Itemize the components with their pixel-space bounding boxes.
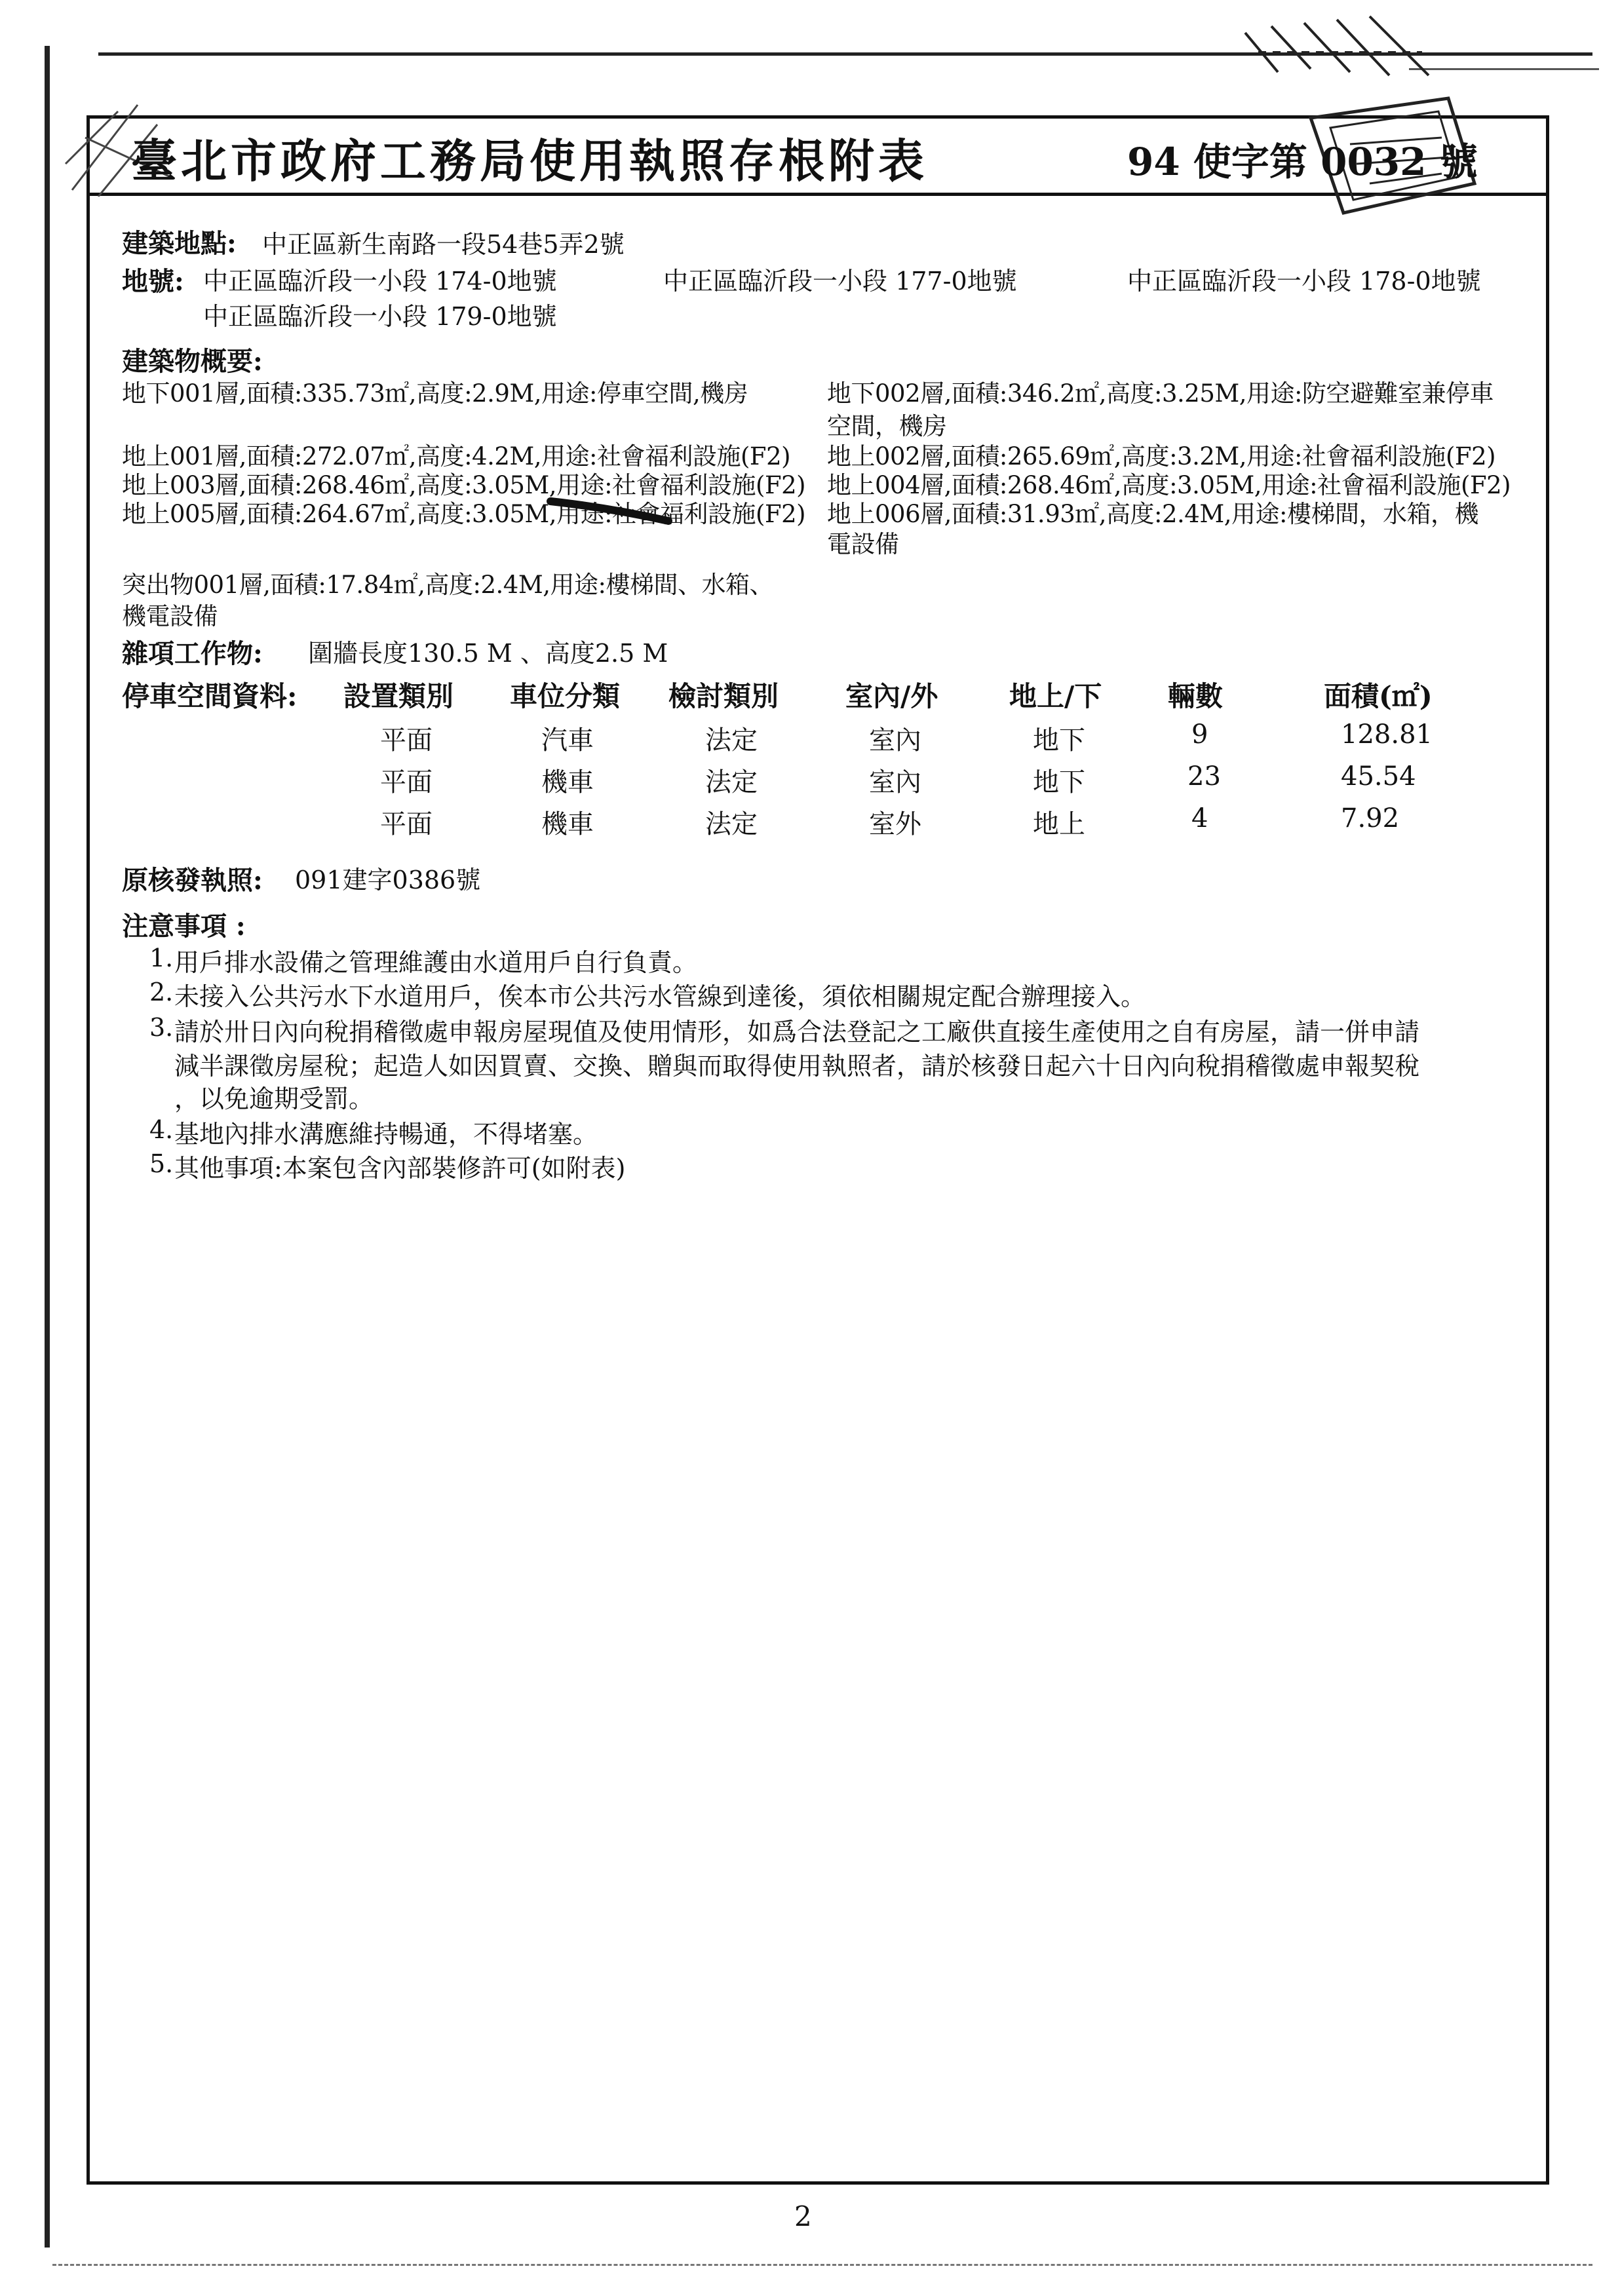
floor-entry: 地上005層,面積:264.67㎡,高度:3.05M,用途:社會福利設施(F2) <box>122 500 806 528</box>
floor-entry: 地下001層,面積:335.73㎡,高度:2.9M,用途:停車空間,機房 <box>122 379 748 408</box>
lot-item: 中正區臨沂段一小段 174-0地號 <box>203 267 557 296</box>
parking-cell: 室外 <box>869 809 921 839</box>
floor-entry: 地上002層,面積:265.69㎡,高度:3.2M,用途:社會福利設施(F2) <box>827 442 1496 470</box>
seal-stamp-top-icon <box>1239 13 1435 79</box>
note-text: 減半課徵房屋稅；起造人如因買賣、交換、贈與而取得使用執照者，請於核發日起六十日內向稅捐稽徵處申報契稅 <box>174 1052 1420 1081</box>
misc-works-value: 圍牆長度130.5 M 、高度2.5 M <box>308 639 668 668</box>
scan-edge-top-right <box>1409 68 1599 70</box>
note-text: 其他事項:本案包含內部裝修許可(如附表) <box>174 1154 626 1183</box>
parking-cell: 平面 <box>380 767 433 797</box>
note-number: 4. <box>149 1115 174 1144</box>
note-text: 未接入公共污水下水道用戶，俟本市公共污水管線到達後，須依相關規定配合辦理接入。 <box>174 982 1146 1011</box>
parking-cell: 法定 <box>705 809 758 839</box>
location-label: 建築地點: <box>122 228 237 259</box>
parking-cell: 機車 <box>541 767 594 797</box>
parking-header: 檢討類別 <box>668 680 779 712</box>
note-text: 請於卅日內向稅捐稽徵處申報房屋現值及使用情形，如爲合法登記之工廠供直接生產使用之自有房屋，請一併申請 <box>174 1018 1420 1046</box>
page-number: 2 <box>794 2200 812 2232</box>
floor-entry: 地上003層,面積:268.46㎡,高度:3.05M,用途:社會福利設施(F2) <box>122 471 806 499</box>
parking-header: 面積(㎡) <box>1324 680 1433 712</box>
floor-entry: 電設備 <box>827 530 899 558</box>
parking-cell: 法定 <box>705 767 758 797</box>
parking-header: 輛數 <box>1168 680 1224 712</box>
lot-item: 中正區臨沂段一小段 177-0地號 <box>663 267 1017 296</box>
parking-cell: 平面 <box>380 809 433 839</box>
original-permit-label: 原核發執照: <box>122 865 263 896</box>
note-number: 2. <box>149 978 174 1006</box>
note-number: 3. <box>149 1013 174 1042</box>
note-number: 1. <box>149 944 174 972</box>
floor-entry: 空間，機房 <box>827 412 947 440</box>
parking-label: 停車空間資料: <box>122 680 298 712</box>
parking-cell: 室內 <box>869 725 921 756</box>
parking-header: 設置類別 <box>343 680 454 712</box>
parking-cell: 23 <box>1187 761 1221 792</box>
parking-cell: 法定 <box>705 725 758 756</box>
floor-entry: 地上004層,面積:268.46㎡,高度:3.05M,用途:社會福利設施(F2) <box>827 471 1511 499</box>
note-number: 5. <box>149 1149 174 1178</box>
floor-entry: 地上001層,面積:272.07㎡,高度:4.2M,用途:社會福利設施(F2) <box>122 442 791 470</box>
misc-works-label: 雜項工作物: <box>122 638 263 669</box>
note-text: ，以免逾期受罰。 <box>174 1084 374 1113</box>
floor-entry: 機電設備 <box>122 602 218 630</box>
note-text: 基地內排水溝應維持暢通，不得堵塞。 <box>174 1120 598 1149</box>
building-overview-label: 建築物概要: <box>122 346 263 377</box>
parking-cell: 地下 <box>1033 767 1085 797</box>
lot-label: 地號: <box>122 266 184 297</box>
lot-item: 中正區臨沂段一小段 178-0地號 <box>1127 267 1481 296</box>
parking-cell: 45.54 <box>1341 761 1416 792</box>
parking-cell: 4 <box>1191 803 1208 833</box>
page-title: 臺北市政府工務局使用執照存根附表 <box>131 134 928 188</box>
location-value: 中正區新生南路一段54巷5弄2號 <box>262 230 625 259</box>
parking-cell: 9 <box>1191 719 1208 750</box>
parking-cell: 機車 <box>541 809 594 839</box>
parking-header: 車位分類 <box>510 680 621 712</box>
parking-cell: 128.81 <box>1341 719 1433 750</box>
scan-edge-left <box>45 46 50 2248</box>
notes-label: 注意事項 : <box>122 911 246 942</box>
floor-entry: 突出物001層,面積:17.84㎡,高度:2.4M,用途:樓梯間、水箱、 <box>122 571 773 599</box>
parking-cell: 室內 <box>869 767 921 797</box>
parking-cell: 平面 <box>380 725 433 756</box>
parking-cell: 7.92 <box>1341 803 1400 833</box>
scan-edge-bottom <box>52 2264 1592 2266</box>
parking-cell: 地下 <box>1033 725 1085 756</box>
parking-cell: 汽車 <box>541 725 594 756</box>
floor-entry: 地下002層,面積:346.2㎡,高度:3.25M,用途:防空避難室兼停車 <box>827 379 1494 408</box>
parking-header: 室內/外 <box>845 680 938 712</box>
floor-entry: 地上006層,面積:31.93㎡,高度:2.4M,用途:樓梯間，水箱，機 <box>827 500 1478 528</box>
ink-smudge-icon <box>544 495 675 527</box>
lot-item: 中正區臨沂段一小段 179-0地號 <box>203 302 557 331</box>
parking-cell: 地上 <box>1033 809 1085 839</box>
permit-number: 94 使字第 0032 號 <box>1127 140 1478 184</box>
parking-header: 地上/下 <box>1009 680 1102 712</box>
original-permit-value: 091建字0386號 <box>295 866 481 894</box>
note-text: 用戶排水設備之管理維護由水道用戶自行負責。 <box>174 948 698 977</box>
